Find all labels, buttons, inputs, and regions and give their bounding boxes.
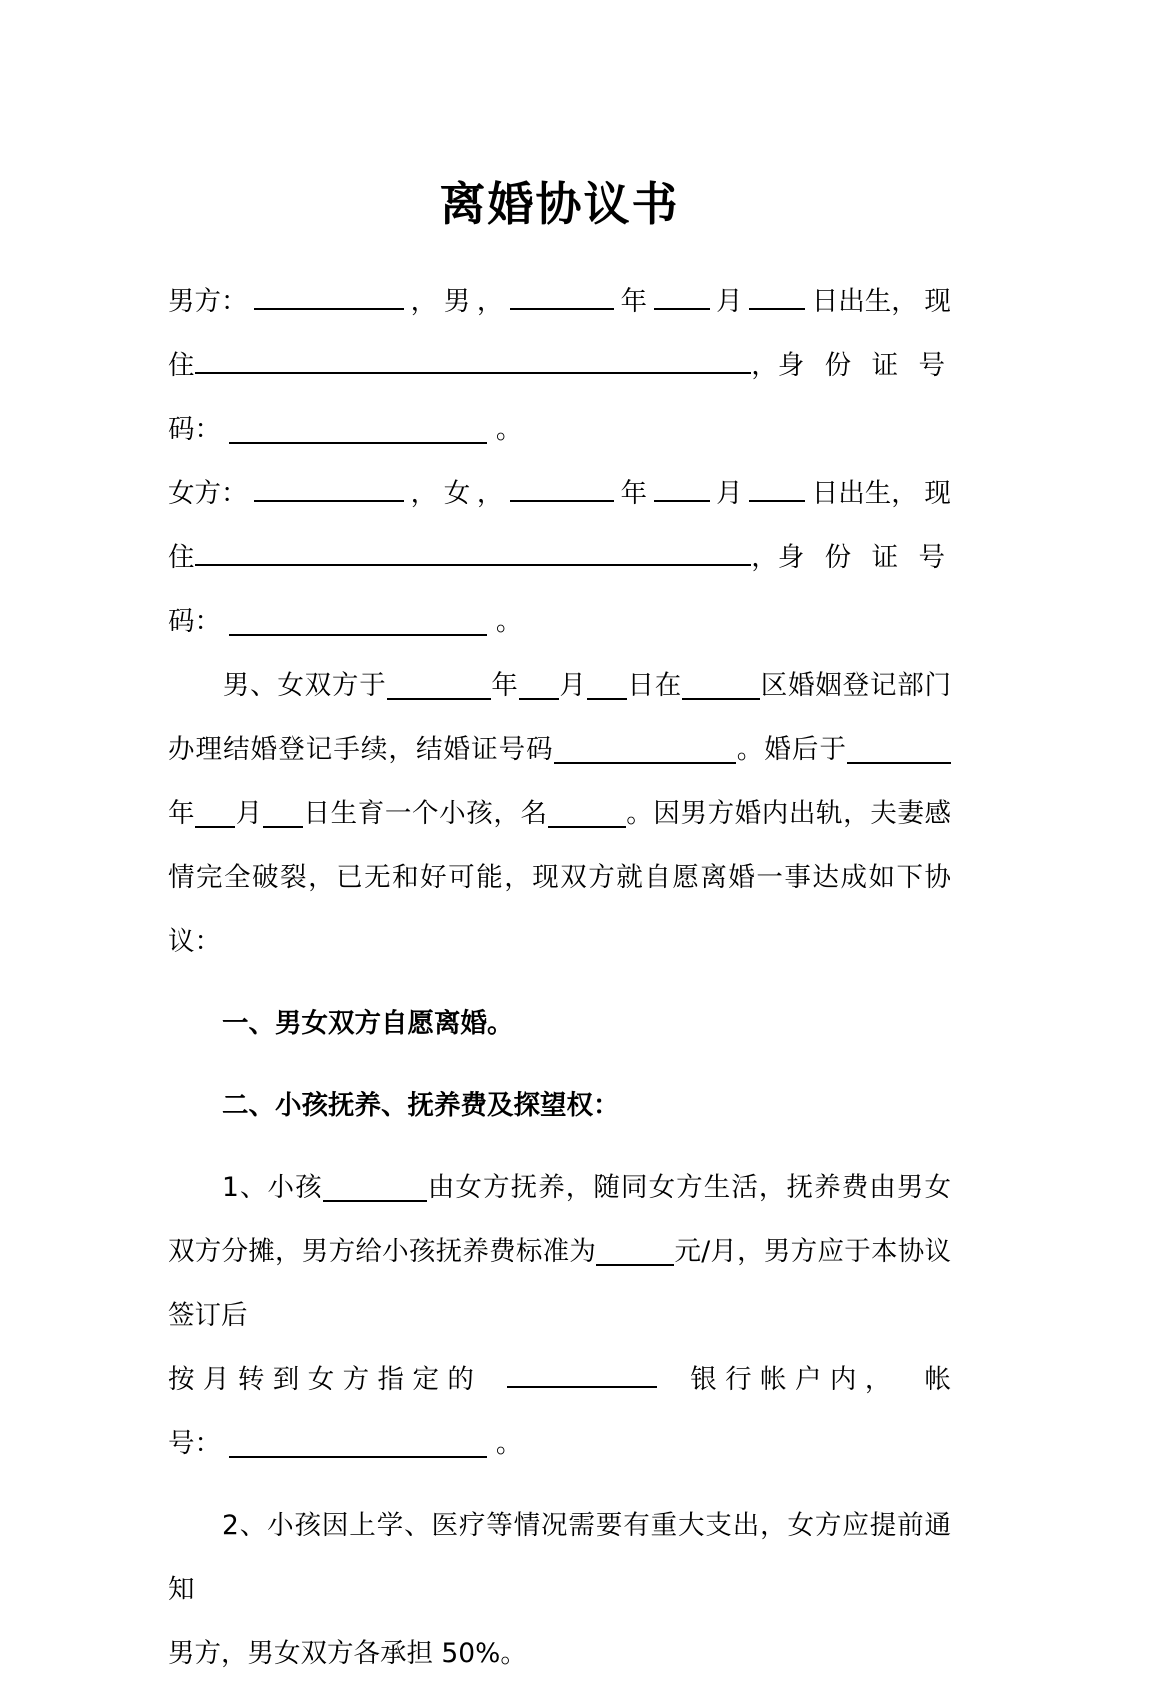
child-month-label: 月	[235, 797, 263, 829]
list-item-2-continued	[168, 1622, 951, 1686]
husband-label: 男方：	[168, 285, 248, 317]
husband-now-label: 现	[924, 285, 951, 317]
wife-reside-comma: ，	[751, 541, 778, 573]
wife-id-label-part2: 码：	[168, 605, 221, 637]
item-1-account-number-blank[interactable]	[229, 1430, 487, 1458]
husband-id-label-part1: 身 份 证 号	[777, 349, 951, 381]
husband-month-label: 月	[716, 285, 743, 317]
document-content	[168, 0, 951, 1686]
husband-line-1	[168, 270, 951, 334]
marriage-day-blank[interactable]	[587, 672, 627, 700]
wife-birth-suffix: 日出生，	[811, 477, 918, 509]
section-heading-2	[168, 1074, 951, 1138]
wife-reside-label: 住	[168, 541, 195, 573]
item-1-child-blank[interactable]	[323, 1174, 427, 1202]
wife-gender: 女	[443, 477, 471, 509]
item-1-text-2: 由女方抚养，随同女方生活，抚养费由男女双方分摊，男方给小孩抚养费标准为	[168, 1171, 951, 1267]
item-2-number: 2、	[222, 1509, 268, 1541]
marriage-certificate-blank[interactable]	[554, 736, 736, 764]
wife-birth-year-blank[interactable]	[510, 474, 614, 502]
marriage-year-blank[interactable]	[387, 672, 491, 700]
husband-birth-year-blank[interactable]	[510, 282, 614, 310]
wife-address-blank[interactable]	[195, 538, 752, 566]
husband-reside-comma: ，	[751, 349, 778, 381]
pre-section-1-spacer	[168, 974, 951, 992]
section-1-text: 一、男女双方自愿离婚。	[222, 1007, 514, 1039]
wife-line-1	[168, 462, 951, 526]
wife-id-label-part1: 身 份 证 号	[777, 541, 951, 573]
marriage-district-blank[interactable]	[682, 672, 760, 700]
section-2-text: 二、小孩抚养、抚养费及探望权：	[222, 1089, 620, 1121]
pre-section-2-spacer	[168, 1056, 951, 1074]
item-2-text-line-2: 男方，男女双方各承担 50%。	[168, 1637, 527, 1669]
child-birth-month-blank[interactable]	[195, 800, 235, 828]
husband-party-block	[168, 270, 951, 462]
marriage-day-label: 日在	[626, 669, 683, 701]
item-1-bank-suffix: 银 行 帐 户 内 ，	[690, 1363, 892, 1395]
wife-now-label: 现	[924, 477, 951, 509]
husband-period: 。	[495, 413, 523, 445]
wife-comma-2: ，	[476, 477, 504, 509]
wife-period: 。	[495, 605, 523, 637]
pre-item-1-spacer	[168, 1138, 951, 1156]
item-1-text-3: 元/月，男方应于本协议签订后	[168, 1235, 951, 1331]
marriage-period-1: 。	[735, 733, 765, 765]
wife-id-number-blank[interactable]	[229, 608, 487, 636]
child-year-label: 年	[168, 797, 196, 829]
husband-reside-label: 住	[168, 349, 195, 381]
wife-birth-month-blank[interactable]	[654, 474, 710, 502]
husband-birth-month-blank[interactable]	[654, 282, 710, 310]
item-1-account-row	[168, 1412, 951, 1476]
child-birth-year-blank[interactable]	[847, 736, 951, 764]
husband-id-number-blank[interactable]	[229, 416, 487, 444]
husband-name-blank[interactable]	[254, 282, 404, 310]
wife-line-2	[168, 526, 951, 590]
husband-line-2	[168, 334, 951, 398]
husband-line-3	[168, 398, 951, 462]
wife-birth-day-blank[interactable]	[749, 474, 805, 502]
husband-year-label: 年	[620, 285, 647, 317]
husband-comma-2: ，	[476, 285, 504, 317]
section-heading-1	[168, 992, 951, 1056]
wife-comma-1: ，	[410, 477, 438, 509]
wife-month-label: 月	[716, 477, 743, 509]
child-birth-day-blank[interactable]	[263, 800, 303, 828]
husband-id-label-part2: 码：	[168, 413, 221, 445]
marriage-registration-text: 区婚姻登记部门办理结婚登记手续，结婚证号码	[168, 669, 952, 765]
item-2-text-line-1: 小孩因上学、医疗等情况需要有重大支出，女方应提前通知	[168, 1509, 951, 1605]
item-1-period: 。	[495, 1427, 523, 1459]
list-item-2	[168, 1494, 951, 1622]
wife-year-label: 年	[620, 477, 647, 509]
wife-address-blank-wrap	[195, 538, 752, 566]
marriage-year-label: 年	[490, 669, 519, 701]
list-item-1	[168, 1156, 951, 1348]
pre-item-2-spacer	[168, 1476, 951, 1494]
marriage-intro: 男、女双方于	[222, 669, 387, 701]
item-1-account-word: 帐	[924, 1363, 951, 1395]
child-birth-text: 日生育一个小孩，名	[302, 797, 548, 829]
marriage-paragraph	[168, 654, 951, 974]
wife-line-3	[168, 590, 951, 654]
wife-party-block	[168, 462, 951, 654]
husband-gender: 男	[443, 285, 471, 317]
wife-label: 女方：	[168, 477, 248, 509]
item-1-bank-row	[168, 1348, 951, 1412]
wife-name-blank[interactable]	[254, 474, 404, 502]
husband-address-blank-wrap	[195, 346, 752, 374]
marriage-after-label: 婚后于	[764, 733, 848, 765]
divorce-reason-text: 因男方婚内出轨，夫妻感情完全破裂，已无和好可能，现双方就自愿离婚一事达成如下协议：	[168, 797, 952, 957]
child-name-blank[interactable]	[548, 800, 626, 828]
item-1-bank-prefix: 按 月 转 到 女 方 指 定 的	[168, 1363, 474, 1395]
marriage-month-label: 月	[558, 669, 587, 701]
husband-birth-suffix: 日出生，	[811, 285, 918, 317]
item-1-account-label: 号：	[168, 1427, 221, 1459]
husband-address-blank[interactable]	[195, 346, 752, 374]
page-title: 离婚协议书	[439, 177, 680, 231]
marriage-month-blank[interactable]	[519, 672, 559, 700]
item-1-text-1: 小孩	[267, 1171, 323, 1203]
item-1-number: 1、	[222, 1171, 268, 1203]
husband-birth-day-blank[interactable]	[749, 282, 805, 310]
marriage-period-2: 。	[625, 797, 654, 829]
husband-comma-1: ，	[410, 285, 438, 317]
list-item-1-bank-line	[168, 1348, 951, 1476]
item-1-amount-blank[interactable]	[596, 1238, 674, 1266]
title-spacer	[168, 234, 951, 270]
item-1-bank-name-blank[interactable]	[507, 1360, 657, 1388]
